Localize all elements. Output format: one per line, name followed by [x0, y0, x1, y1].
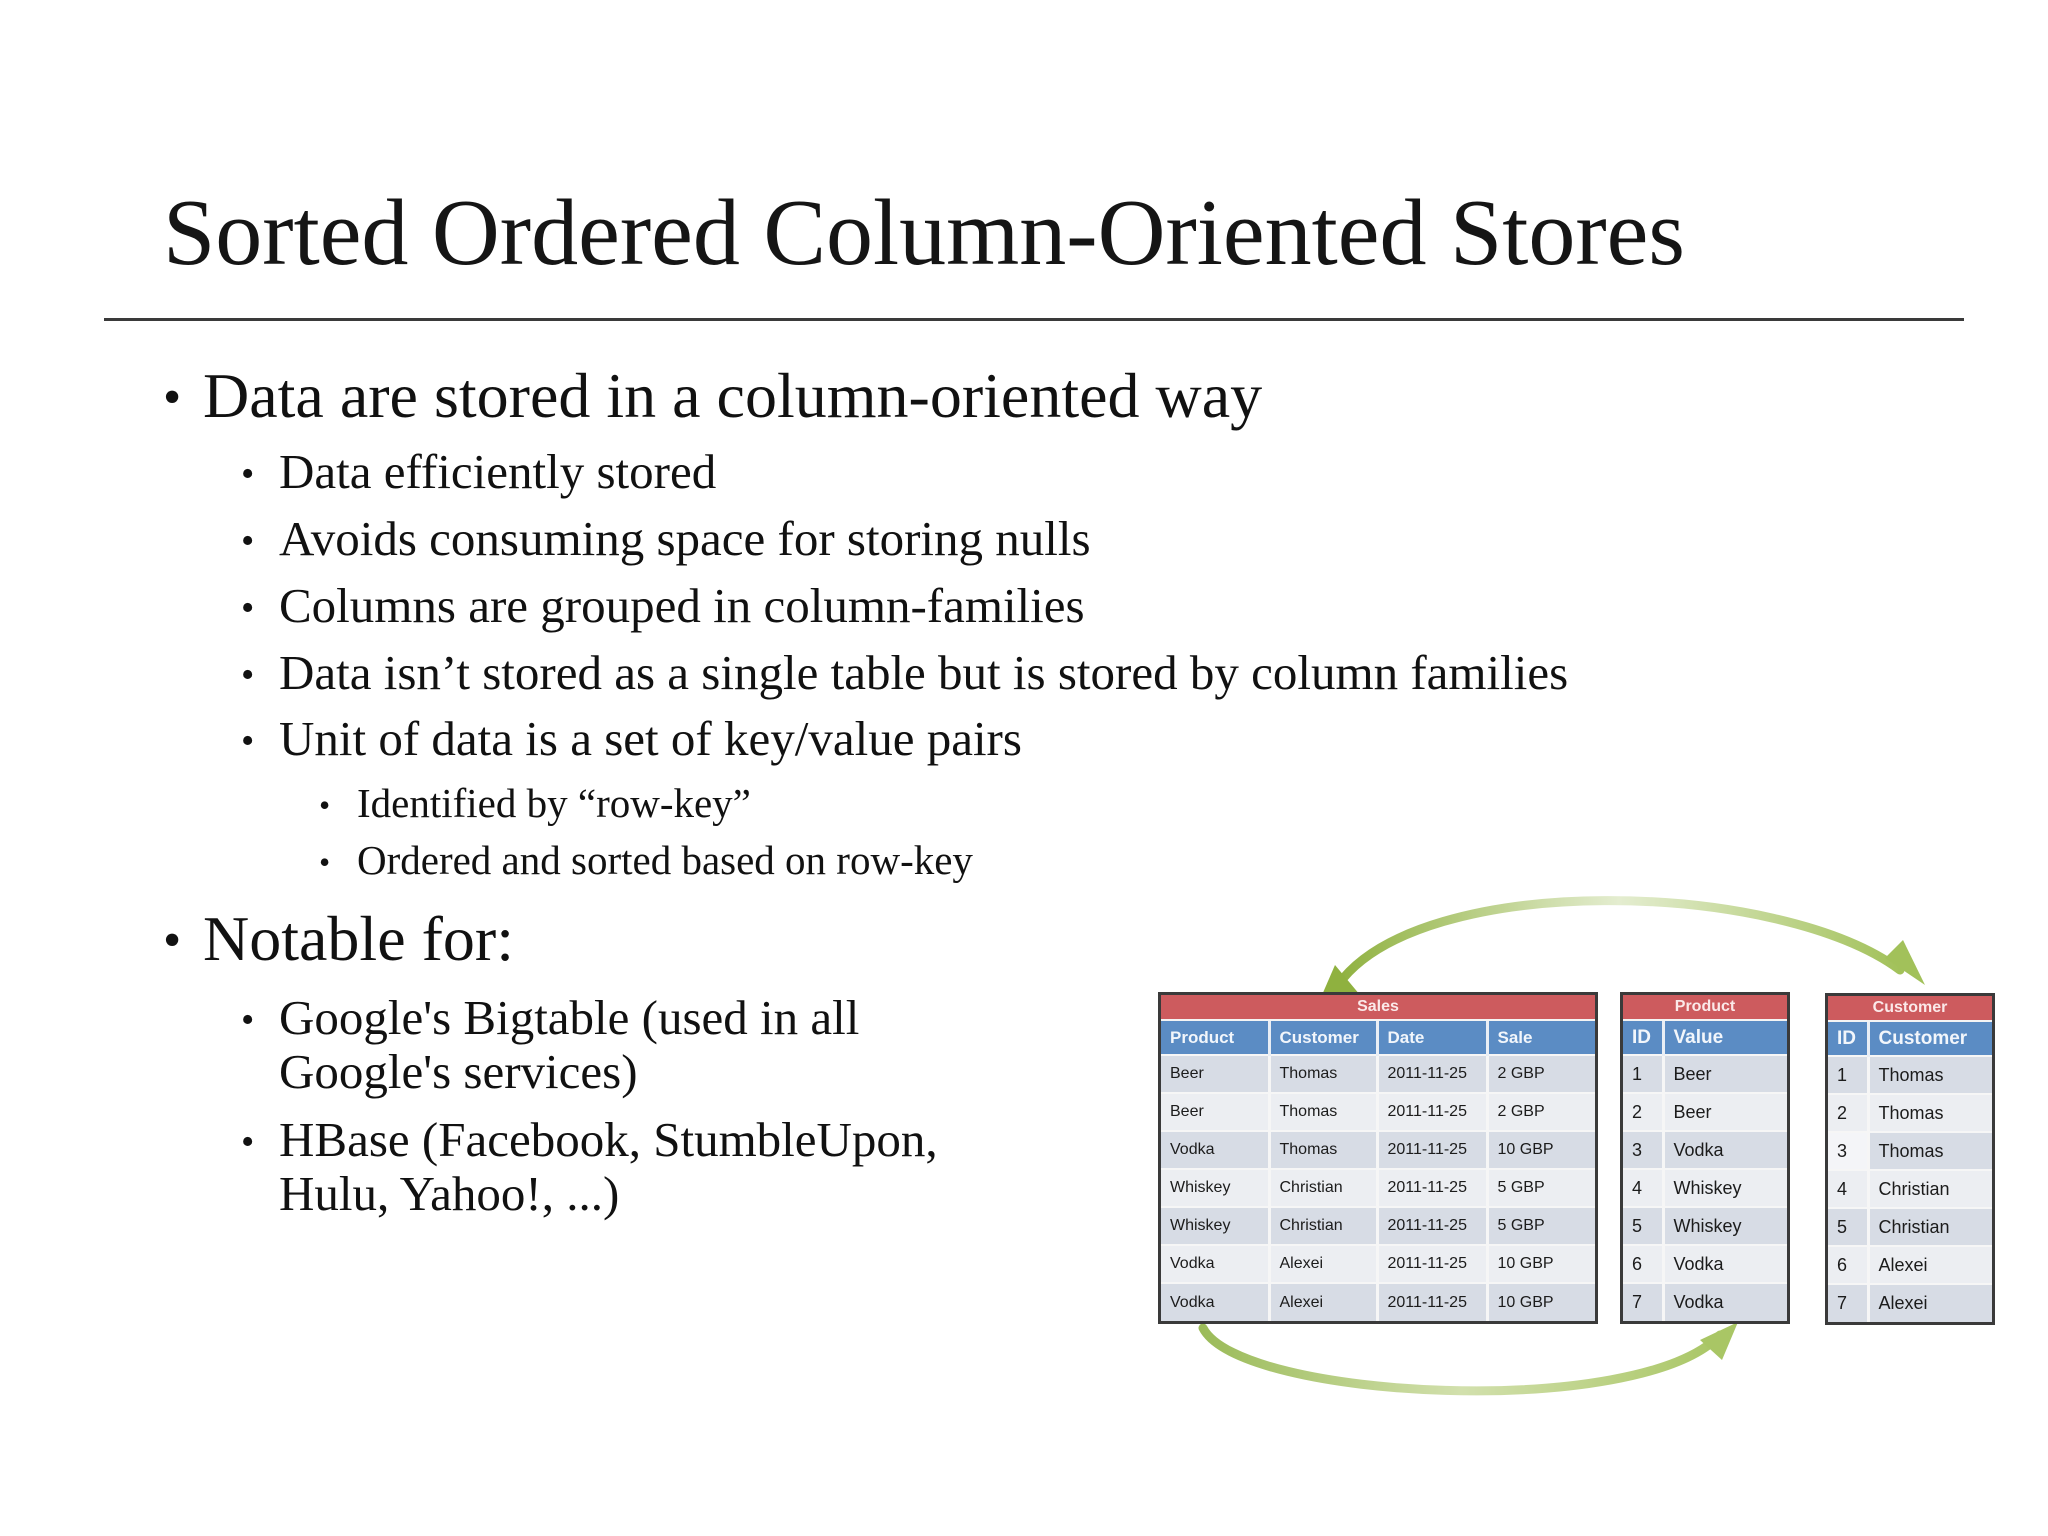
table-row [1828, 1246, 1992, 1284]
sub-sub-bullet-text: Identified by “row-key” [357, 780, 751, 826]
sales-table-caption: Sales [1161, 995, 1595, 1021]
sub-bullet-text-continued: Hulu, Yahoo!, ...) [279, 1166, 620, 1221]
table-cell: 7 [1828, 1284, 1868, 1322]
table-cell: 2011-11-25 [1377, 1131, 1487, 1169]
column-header: ID [1623, 1021, 1663, 1055]
bullet-marker: • [241, 654, 255, 696]
table-cell: Christian [1269, 1207, 1377, 1245]
product-table-caption: Product [1623, 995, 1787, 1021]
column-header: Date [1377, 1021, 1487, 1055]
sub-bullet-text: Data efficiently stored [279, 444, 717, 499]
bullet-marker: • [241, 587, 255, 629]
table-cell: Whiskey [1663, 1207, 1787, 1245]
table-cell: 3 [1828, 1132, 1868, 1170]
table-row [1623, 1245, 1787, 1283]
product-table [1620, 992, 1790, 1324]
table-row [1161, 1207, 1595, 1245]
table-cell: Thomas [1868, 1132, 1992, 1170]
table-cell: 3 [1623, 1131, 1663, 1169]
slide-title: Sorted Ordered Column-Oriented Stores [163, 181, 1685, 285]
table-row [1828, 1170, 1992, 1208]
table-cell: Beer [1161, 1093, 1269, 1131]
bullet-text: Notable for: [203, 903, 514, 974]
table-cell: 2 GBP [1487, 1093, 1595, 1131]
table-row [1161, 1131, 1595, 1169]
table-cell: 2 [1623, 1093, 1663, 1131]
bullet-marker: • [241, 1121, 255, 1163]
table-cell: Whiskey [1161, 1169, 1269, 1207]
table-row [1623, 1093, 1787, 1131]
table-cell: Thomas [1269, 1055, 1377, 1093]
table-cell: Christian [1868, 1208, 1992, 1246]
table-cell: 2011-11-25 [1377, 1207, 1487, 1245]
bullet-marker: • [241, 720, 255, 762]
sub-sub-bullet-text: Ordered and sorted based on row-key [357, 837, 973, 883]
table-cell: Alexei [1868, 1284, 1992, 1322]
arrow-sales-to-product [1203, 1328, 1720, 1391]
bullet-text: Data are stored in a column-oriented way [203, 360, 1263, 431]
table-cell: Beer [1161, 1055, 1269, 1093]
table-cell: Vodka [1161, 1245, 1269, 1283]
bullet-marker: • [319, 844, 331, 880]
table-cell: Alexei [1868, 1246, 1992, 1284]
table-cell: Vodka [1663, 1131, 1787, 1169]
table-cell: Thomas [1868, 1056, 1992, 1094]
table-cell: 1 [1623, 1055, 1663, 1093]
table-cell: Vodka [1663, 1245, 1787, 1283]
table-cell: Beer [1663, 1055, 1787, 1093]
column-header: ID [1828, 1022, 1868, 1056]
table-row [1161, 1169, 1595, 1207]
customer-table-caption: Customer [1828, 996, 1992, 1022]
table-cell: 2011-11-25 [1377, 1283, 1487, 1321]
table-row [1623, 1055, 1787, 1093]
table-cell: 5 [1828, 1208, 1868, 1246]
table-cell: 6 [1623, 1245, 1663, 1283]
bullet-marker: • [163, 369, 182, 426]
table-cell: 2 [1828, 1094, 1868, 1132]
table-cell: Thomas [1269, 1131, 1377, 1169]
sub-bullet-text-continued: Google's services) [279, 1044, 638, 1099]
table-cell: 2011-11-25 [1377, 1093, 1487, 1131]
table-cell: 7 [1623, 1283, 1663, 1321]
table-row [1161, 1283, 1595, 1321]
bullet-marker: • [241, 520, 255, 562]
table-cell: 10 GBP [1487, 1245, 1595, 1283]
table-row [1828, 1056, 1992, 1094]
table-cell: 10 GBP [1487, 1283, 1595, 1321]
arrow-sales-to-customer [1338, 901, 1900, 985]
table-cell: Thomas [1868, 1094, 1992, 1132]
table-cell: 5 [1623, 1207, 1663, 1245]
table-cell: Christian [1868, 1170, 1992, 1208]
table-row [1623, 1169, 1787, 1207]
column-header: Customer [1269, 1021, 1377, 1055]
table-cell: Alexei [1269, 1245, 1377, 1283]
table-row [1623, 1207, 1787, 1245]
table-cell: Beer [1663, 1093, 1787, 1131]
sub-bullet-text: HBase (Facebook, StumbleUpon, [279, 1112, 938, 1167]
column-header: Sale [1487, 1021, 1595, 1055]
table-cell: Whiskey [1663, 1169, 1787, 1207]
table-row [1161, 1093, 1595, 1131]
table-row [1828, 1284, 1992, 1322]
table-cell: Vodka [1161, 1131, 1269, 1169]
sub-bullet-text: Columns are grouped in column-families [279, 578, 1085, 633]
bullet-marker: • [163, 912, 182, 969]
column-header: Value [1663, 1021, 1787, 1055]
table-cell: Whiskey [1161, 1207, 1269, 1245]
table-row [1161, 1245, 1595, 1283]
table-cell: 1 [1828, 1056, 1868, 1094]
customer-table [1825, 993, 1995, 1325]
table-cell: 6 [1828, 1246, 1868, 1284]
table-row [1623, 1131, 1787, 1169]
sub-bullet-text: Unit of data is a set of key/value pairs [279, 711, 1022, 766]
sub-bullet-text: Avoids consuming space for storing nulls [279, 511, 1091, 566]
table-cell: Vodka [1161, 1283, 1269, 1321]
table-row [1828, 1132, 1992, 1170]
table-cell: 4 [1623, 1169, 1663, 1207]
column-header: Product [1161, 1021, 1269, 1055]
table-cell: Vodka [1663, 1283, 1787, 1321]
table-cell: 2011-11-25 [1377, 1055, 1487, 1093]
table-cell: 10 GBP [1487, 1131, 1595, 1169]
arrowhead-product [1700, 1322, 1738, 1360]
table-cell: 2 GBP [1487, 1055, 1595, 1093]
sub-bullet-text: Google's Bigtable (used in all [279, 990, 860, 1045]
bullet-marker: • [241, 999, 255, 1041]
table-cell: Alexei [1269, 1283, 1377, 1321]
bullet-marker: • [241, 453, 255, 495]
table-row [1828, 1208, 1992, 1246]
table-cell: Thomas [1269, 1093, 1377, 1131]
sub-bullet-text: Data isn’t stored as a single table but is stored by column families [279, 645, 1569, 700]
table-row [1828, 1094, 1992, 1132]
table-row [1161, 1055, 1595, 1093]
table-cell: 4 [1828, 1170, 1868, 1208]
table-cell: 2011-11-25 [1377, 1245, 1487, 1283]
column-header: Customer [1868, 1022, 1992, 1056]
table-cell: 5 GBP [1487, 1169, 1595, 1207]
table-cell: 2011-11-25 [1377, 1169, 1487, 1207]
sales-table [1158, 992, 1598, 1324]
table-row [1623, 1283, 1787, 1321]
table-cell: Christian [1269, 1169, 1377, 1207]
bullet-marker: • [319, 787, 331, 823]
table-cell: 5 GBP [1487, 1207, 1595, 1245]
